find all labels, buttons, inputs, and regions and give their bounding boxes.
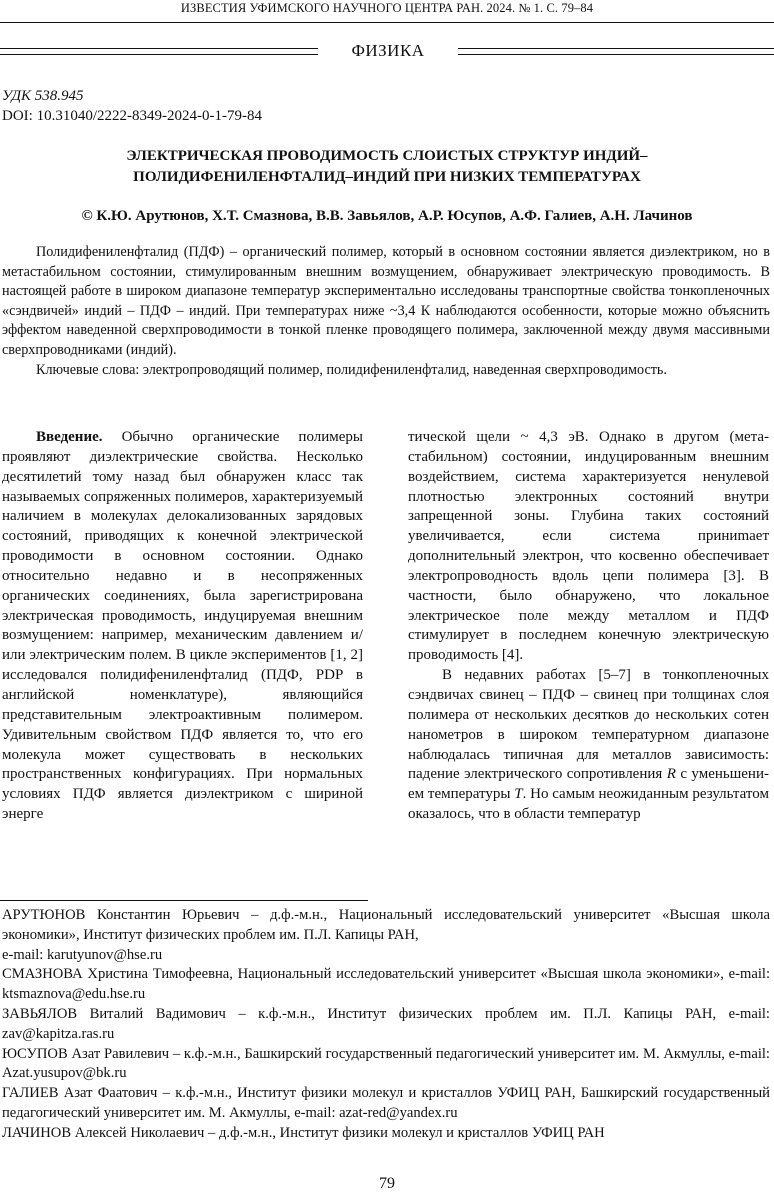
- intro-paragraph: [2, 428, 363, 825]
- body-column-left: [2, 428, 363, 825]
- intro-label: Введение.: [36, 429, 103, 445]
- symbol-resistance: R: [666, 766, 676, 783]
- article-title-line-2: ПОЛИДИФЕНИЛЕНФТАЛИД–ИНДИЙ ПРИ НИЗКИХ ТЕМПЕРАТУРАХ: [133, 169, 641, 185]
- para2-text-a: В недавних работах [5–7] в тонкопленочных сэндвичах свинец – ПДФ – свинец при толщинах слоя полимера от нескольких десятков до нескольких сотен нанометров в широком температурном диапазоне наблюдалась типичная для металлов зависимость: падение электрического сопротивления: [408, 667, 769, 783]
- second-paragraph: [408, 666, 769, 825]
- section-rule-left-top: [0, 48, 318, 49]
- header-rule: [0, 22, 774, 23]
- article-title: [40, 146, 734, 188]
- page-number: 79: [379, 1175, 395, 1192]
- author-footnotes: [2, 906, 770, 1144]
- doi: DOI: 10.31040/2222-8349-2024-0-1-79-84: [2, 108, 262, 124]
- author-list: © К.Ю. Арутюнов, Х.Т. Смазнова, В.В. Завьялов, А.Р. Юсупов, А.Ф. Галиев, А.Н. Лачинов: [81, 208, 693, 224]
- section-title: ФИЗИКА: [351, 41, 425, 60]
- symbol-temperature: T: [514, 786, 523, 803]
- footnote-yusupov: ЮСУПОВ Азат Равилевич – к.ф.-м.н., Башкирский государственный педагогический университет им. М. Акмуллы, e-mail: Azat.yusupov@bk.ru: [2, 1045, 770, 1082]
- footnote-smaznova: СМАЗНОВА Христина Тимофеевна, Национальный исследовательский университет «Высшая школа экономики», e-mail: ktsmaznova@edu.hse.ru: [2, 966, 770, 1003]
- udk-code: УДК 538.945: [2, 88, 84, 104]
- article-title-line-1: ЭЛЕКТРИЧЕСКАЯ ПРОВОДИМОСТЬ СЛОИСТЫХ СТРУКТУР ИНДИЙ–: [126, 148, 648, 164]
- footnote-lachinov: ЛАЧИНОВ Алексей Николаевич – д.ф.-м.н., Институт физики молекул и кристаллов УФИЦ РАН: [2, 1124, 605, 1141]
- footnote-arutyunov: АРУТЮНОВ Константин Юрьевич – д.ф.-м.н., Национальный исследовательский университет «Высшая школа экономики», Институт физических проблем им. П.Л. Капицы РАН,: [2, 907, 770, 943]
- footnote-galiev: ГАЛИЕВ Азат Фаатович – к.ф.-м.н., Институт физики молекул и кристаллов УФИЦ РАН, Башкирский государственный педагогический университет им. М. Акмуллы, e-mail: azat-red@yandex.ru: [2, 1085, 770, 1121]
- intro-text-right: тической щели ~ 4,3 эВ. Однако в другом (метастабильном) состоянии, индуцированным внешним воздействием, система характеризуется ненулевой плотностью электронных состояний внутри запрещенной зоны. Глубина таких состояний увеличивается, если система приниmает дополнительный электрон, что косвенно обеспечивает электропроводность вдоль цепи полимера [3]. В частности, было обнаружено, что локальное электрическое поле между металлом и ПДФ стимулирует в последнем конечную электрическую проводимость [4].: [408, 429, 769, 664]
- footnote-zavyalov: ЗАВЬЯЛОВ Виталий Вадимович – к.ф.-м.н., Институт физических проблем им. П.Л. Капицы РАН, e-mail: zav@kapitza.ras.ru: [2, 1005, 770, 1042]
- keywords: Ключевые слова: электропроводящий полимер, полидифениленфталид, наведенная сверхпроводимость.: [36, 361, 667, 378]
- section-rule-right-bottom: [458, 54, 774, 55]
- intro-text-left: Обычно органические полимеры проявляют диэлектрические свойства. Несколько десятилетий тому назад был обнаружен класс так называемых сопряженных полимеров, характеризуемый наличием в молекулах делокализованных зарядовых состояний, приводящих к конечной электрической проводимости в основном состоянии. Однако относительно недавно и в несопряженных органических соединениях, была зарегистрирована электрическая проводимость, индуцируемая внешним возмущением: например, механическим давлением и/или электрическим полем. В цикле экспериментов [1, 2] исследовался полидифениленфталид (ПДФ, PDP в английской номенклатуре), являющийся представительным электроактивным полимером. Удивительным свойством ПДФ является то, что его молекула может существовать в нескольких пространственных конфигурациях. При нормальных условиях ПДФ является диэлектриком с шириной энерге: [2, 429, 363, 823]
- footnote-arutyunov-email: e-mail: karutyunov@hse.ru: [2, 946, 163, 963]
- abstract-text: Полидифениленфталид (ПДФ) – органический полимер, который в основном состоянии является диэлектриком, но в метастабильном состоянии, стимулированным внешним возмущением, обнаруживает электрическую проводимость. В настоящей работе в широком диапазоне температур экспериментально исследованы транспортные свойства тонкопленочных «сэндвичей» индий – ПДФ – индий. При температурах ниже ~3,4 К наблюдаются особенности, которые можно объяснить эффектом наведенной сверхпроводимости в тонкой пленке проводящего полимера, заключенной между двумя массивными сверхпроводниками (индий).: [2, 244, 770, 358]
- para2-text-b: с уменьшением температуры: [408, 766, 769, 803]
- para2-text-c: . Но самым неожиданным результатом оказалось, что в области температур: [408, 786, 769, 823]
- journal-header: ИЗВЕСТИЯ УФИМСКОГО НАУЧНОГО ЦЕНТРА РАН. 2024. № 1. С. 79–84: [180, 1, 594, 15]
- footnote-rule: [0, 900, 368, 901]
- body-column-right: [408, 428, 769, 825]
- abstract: [2, 243, 770, 380]
- intro-paragraph-continued: [408, 428, 769, 666]
- section-rule-left-bottom: [0, 54, 318, 55]
- section-rule-right-top: [458, 48, 774, 49]
